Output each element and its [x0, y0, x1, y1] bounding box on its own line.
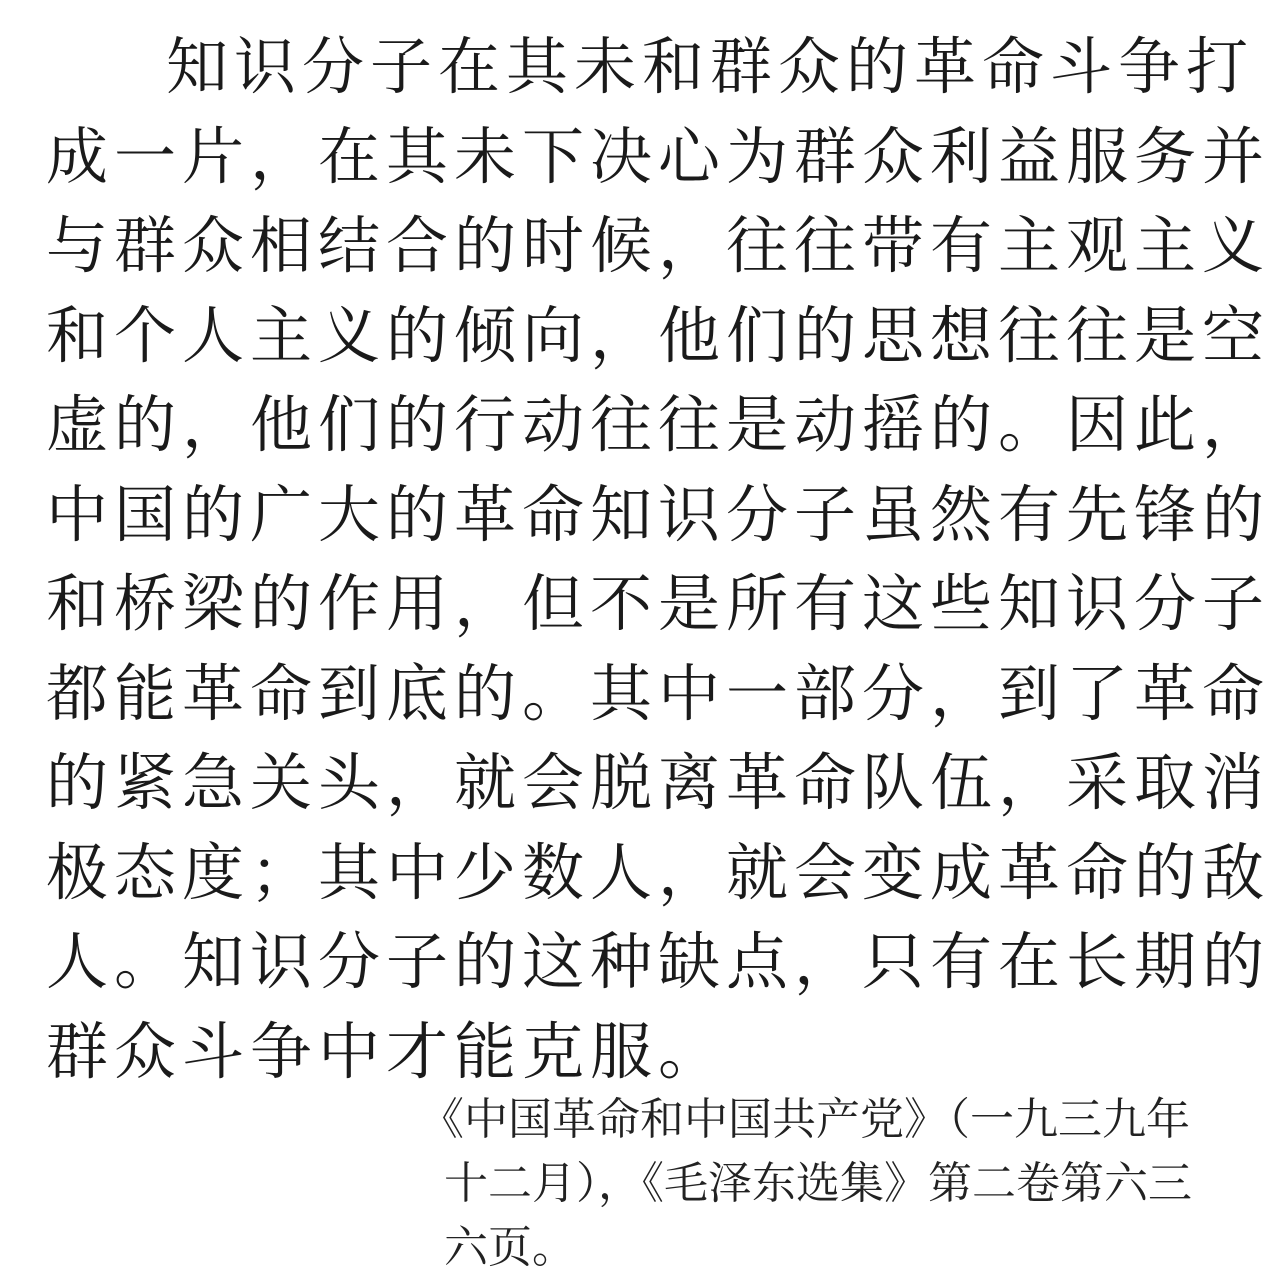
quotation-passage: [46, 22, 1271, 1096]
citation-line: 十二月），《毛泽东选集》第二卷第六三: [444, 1158, 1192, 1209]
passage-line: 人。知识分子的这种缺点，只有在长期的: [46, 925, 1271, 998]
citation-line: 《中国革命和中国共产党》（一九三九年: [420, 1094, 1190, 1145]
passage-line: 与群众相结合的时候，往往带有主观主义: [46, 209, 1271, 282]
passage-line: 和个人主义的倾向，他们的思想往往是空: [46, 298, 1271, 372]
source-citation: [420, 1088, 1192, 1273]
citation-line: 六页。: [444, 1222, 576, 1273]
passage-line: 中国的广大的革命知识分子虽然有先锋的: [46, 477, 1271, 551]
passage-line: 群众斗争中才能克服。: [46, 1014, 727, 1088]
passage-line: 极态度；其中少数人，就会变成革命的敌: [46, 835, 1271, 909]
passage-line: 成一片，在其未下决心为群众利益服务并: [46, 119, 1271, 193]
passage-line: 的紧急关头，就会脱离革命队伍，采取消: [46, 746, 1271, 819]
passage-line: 和桥梁的作用，但不是所有这些知识分子: [46, 567, 1271, 640]
passage-line: 都能革命到底的。其中一部分，到了革命: [46, 656, 1271, 730]
passage-line: 虚的，他们的行动往往是动摇的。因此，: [46, 388, 1271, 461]
passage-line: 知识分子在其未和群众的革命斗争打: [166, 30, 1255, 103]
